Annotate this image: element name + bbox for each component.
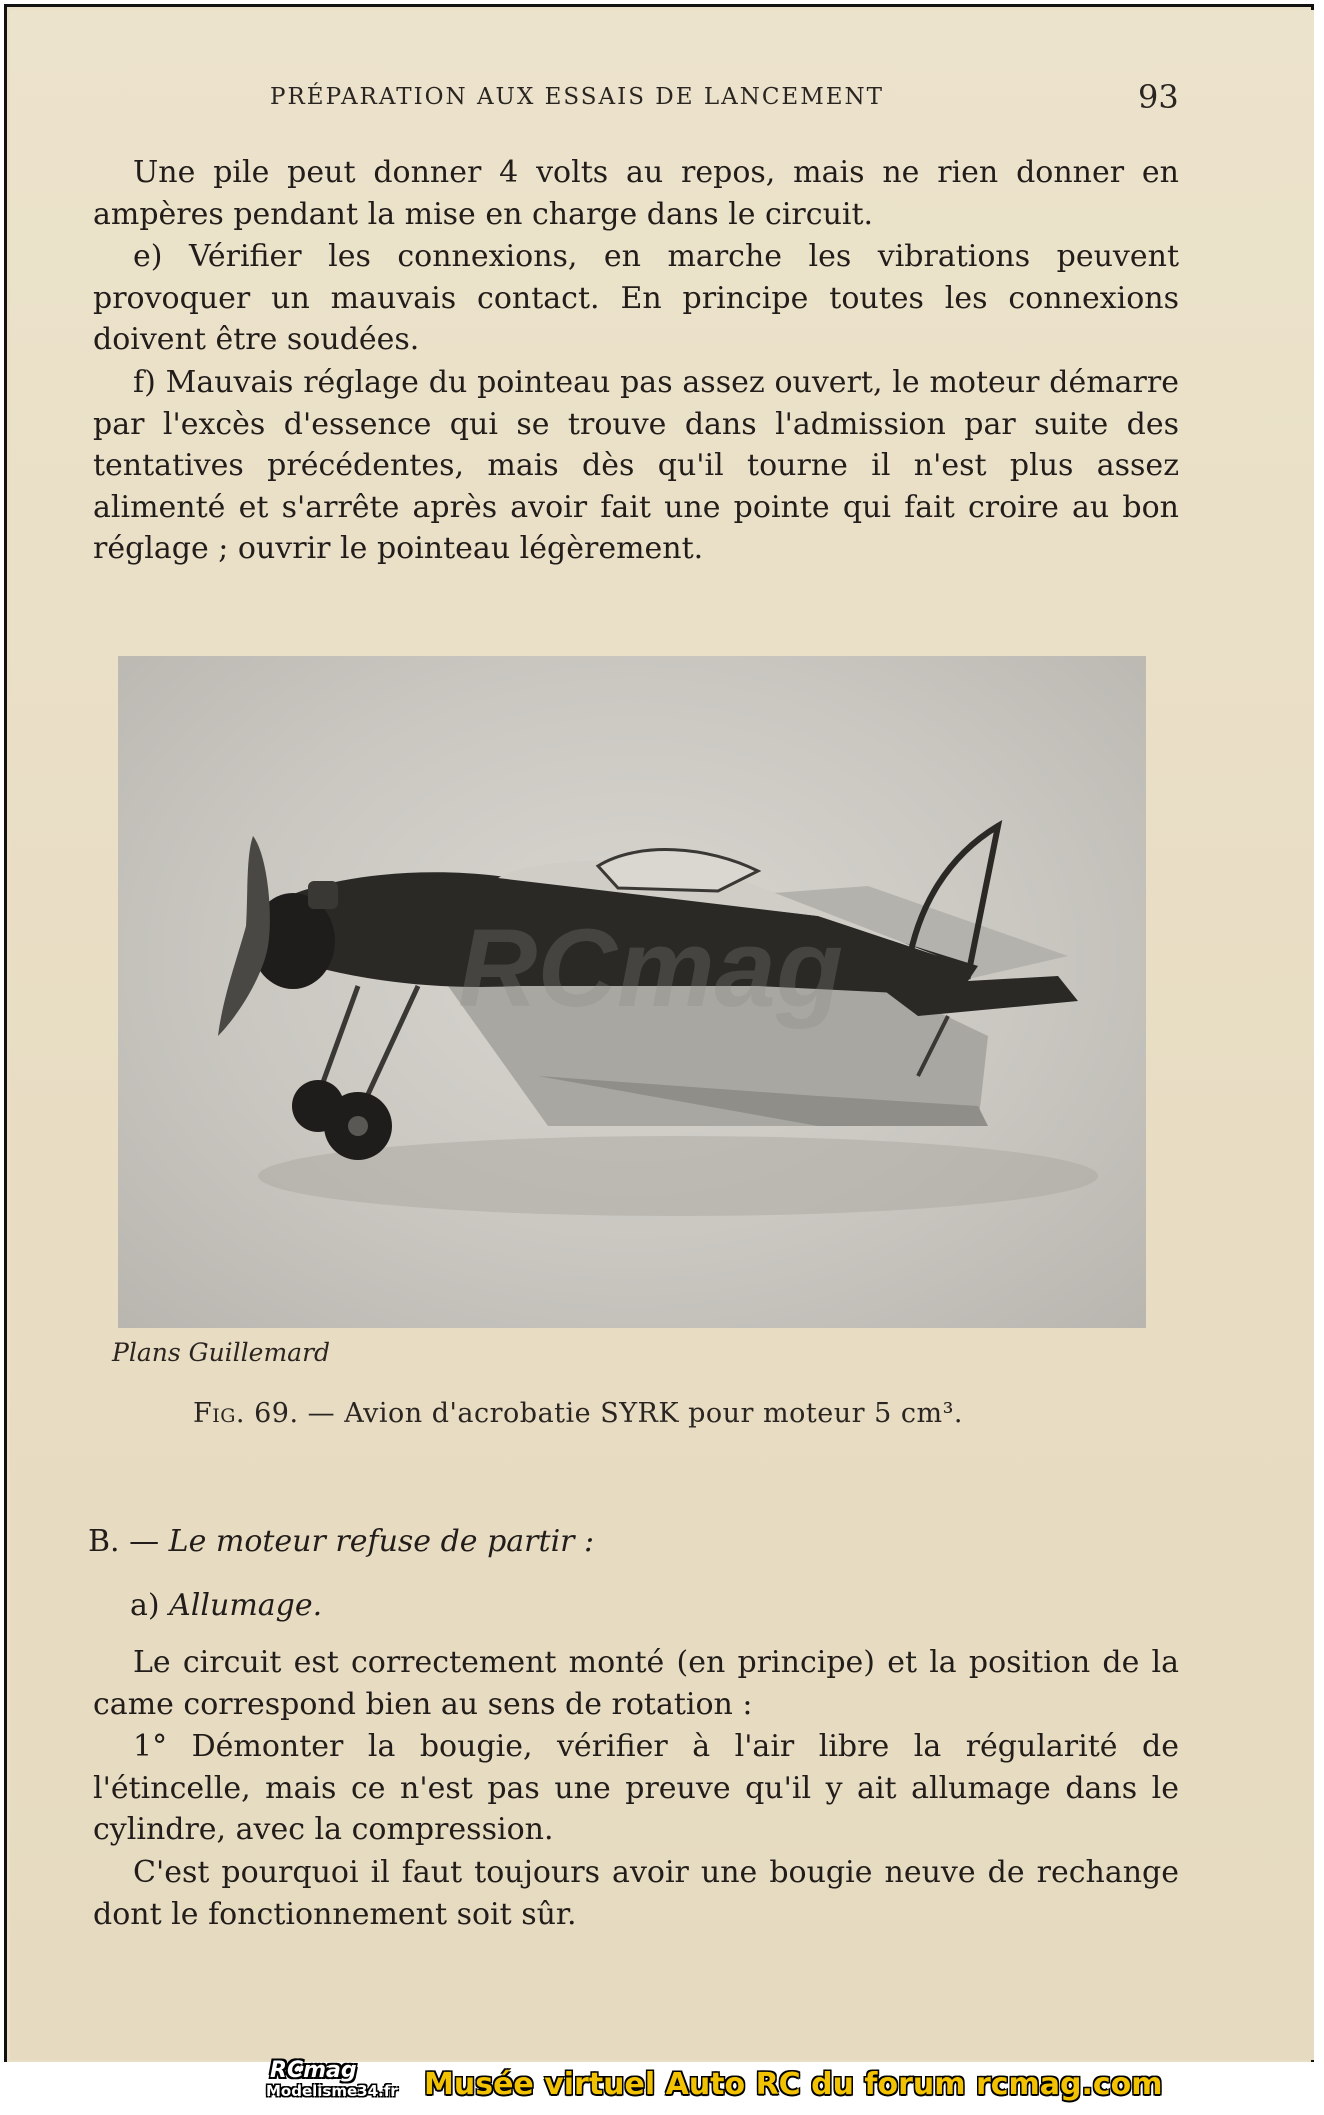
- photo-credit: Plans Guillemard: [112, 1338, 331, 1367]
- page-number: 93: [1138, 78, 1179, 116]
- paragraph: 1° Démonter la bougie, vérifier à l'air libre la régularité de l'étincelle, mais ce n'est pas une preuve qu'il y ait allumage dans le cylindre, avec la compression.: [93, 1729, 1179, 1847]
- subsection-title: Allumage.: [169, 1588, 323, 1623]
- site-logo[interactable]: [262, 2058, 412, 2108]
- paragraph: f) Mauvais réglage du pointeau pas assez ouvert, le moteur démarre par l'excès d'essence qui se trouve dans l'admission par suite des tentatives précédentes, mais dès qu'il tourne il n'est plus assez alimenté et s'arrête après avoir fait une pointe qui fait croire au bon réglage ; ouvrir le pointeau légèrement.: [93, 365, 1179, 566]
- figure-caption-text: — Avion d'acrobatie SYRK pour moteur 5 cm³.: [298, 1398, 964, 1429]
- footer-banner-text[interactable]: Musée virtuel Auto RC du forum rcmag.com: [424, 2067, 1163, 2102]
- logo-text-top: RCmag: [270, 2058, 357, 2083]
- subsection-prefix: a): [130, 1588, 170, 1623]
- watermark-text: RCmag: [458, 907, 844, 1030]
- paragraph: Une pile peut donner 4 volts au repos, mais ne rien donner en ampères pendant la mise en charge dans le circuit.: [93, 155, 1179, 232]
- section-heading-prefix: B. —: [88, 1524, 169, 1559]
- running-head: PRÉPARATION AUX ESSAIS DE LANCEMENT: [270, 84, 885, 110]
- paragraph: C'est pourquoi il faut toujours avoir une bougie neuve de rechange dont le fonctionnement soit sûr.: [93, 1855, 1179, 1932]
- aircraft-photo: [118, 656, 1146, 1328]
- paragraph: e) Vérifier les connexions, en marche les vibrations peuvent provoquer un mauvais contact. En principe toutes les connexions doivent être soudées.: [93, 239, 1179, 357]
- aircraft-illustration: [118, 656, 1146, 1328]
- figure-caption: [193, 1398, 1193, 1429]
- logo-text-bottom: Modelisme34.fr: [266, 2082, 398, 2100]
- section-heading-title: Le moteur refuse de partir :: [168, 1524, 595, 1559]
- figure-number: Fig. 69.: [193, 1398, 299, 1429]
- subsection-heading: [130, 1588, 322, 1623]
- section-heading: [88, 1524, 594, 1559]
- paragraph: Le circuit est correctement monté (en principe) et la position de la came correspond bien au sens de rotation :: [93, 1645, 1179, 1722]
